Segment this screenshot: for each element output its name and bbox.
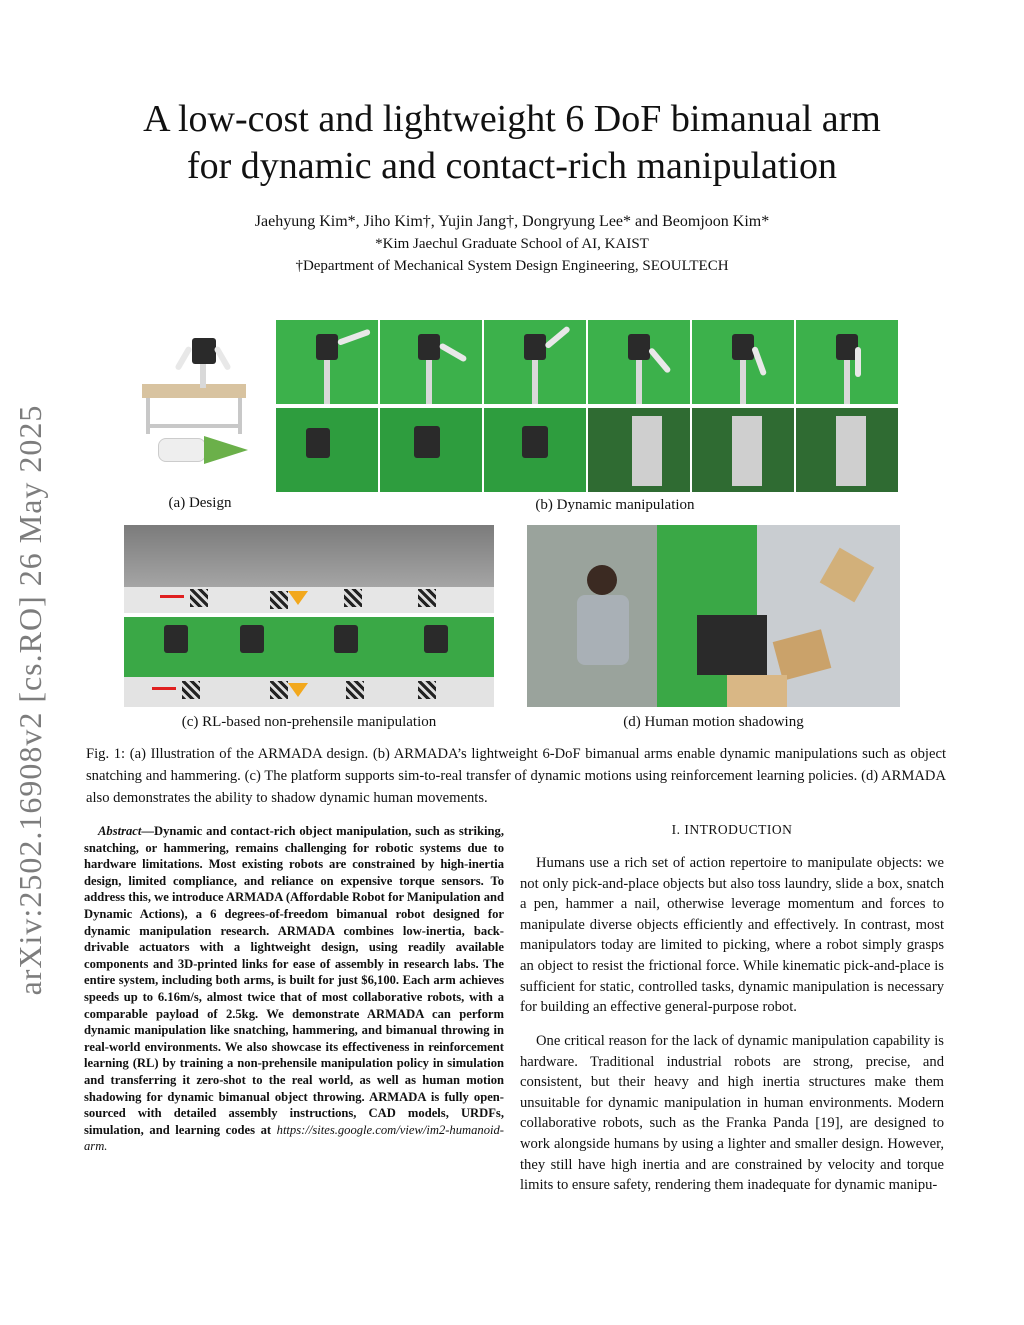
intro-paragraph-1: Humans use a rich set of action repertoire to manipulate objects: we not only pick-and-place objects but also toss laundry, slide a box, snatch a pen, hammer a nail, otherwise leverage momentum and forces to manipulate diverse objects efficiently and effectively. In contrast, most manipulators today are limited to picking, where a robot simply grasps an object to resist the frictional force. While kinematic pick-and-place is sufficient for static, controlled tasks, dynamic manipulation is necessary for building an effective general-purpose robot. — [520, 855, 944, 1016]
project-url-link[interactable]: https://sites.google.com/view/im2-humanoid-arm. — [84, 1122, 504, 1154]
figure-b-dynamic-manipulation-image — [276, 320, 898, 492]
figure-a-design-image — [130, 320, 270, 490]
arxiv-stamp: arXiv:2502.16908v2 [cs.RO] 26 May 2025 — [12, 404, 48, 996]
paper-title — [80, 96, 944, 190]
affiliation-kaist: *Kim Jaechul Graduate School of AI, KAIST — [375, 236, 649, 252]
affiliation-seoultech: †Department of Mechanical System Design Engineering, SEOULTECH — [295, 258, 729, 274]
title-line-2: for dynamic and contact-rich manipulation — [187, 145, 837, 187]
abstract-body: —Dynamic and contact-rich object manipulation, such as striking, snatching, or hammering, remains challenging for robotic systems due to hardware limitations. Most existing robots are constrained by high-inertia design, limited compliance, and reliance on expensive torque sensors. To address this, we introduce ARMADA (Affordable Robot for Manipulation and Dynamic Actions), a 6 degrees-of-freedom bimanual robot designed for dynamic manipulation research. ARMADA combines low-inertia, back-drivable actuators with a lightweight design, using readily available components and 3D-printed links for ease of assembly in research labs. The entire system, including both arms, is built for just $6,100. Each arm achieves speeds up to 6.16m/s, almost twice that of most collaborative robots, with a comparable payload of 2.5kg. We demonstrate ARMADA can perform dynamic manipulation like snatching, hammering, and bimanual throwing in real-world environments. We also showcase its effectiveness in reinforcement learning (RL) by training a non-prehensile manipulation policy in simulation and transferring it zero-shot to the real world, as well as human motion shadowing for dynamic bimanual object throwing. ARMADA is fully open-sourced with detailed assembly instructions, CAD models, URDFs, simulation, and learning codes at — [84, 824, 504, 1137]
figure-caption: Fig. 1: (a) Illustration of the ARMADA design. (b) ARMADA’s lightweight 6-DoF bimanual arms enable dynamic manipulations such as object snatching and hammering. (c) The platform supports sim-to-real transfer of dynamic motions using reinforcement learning policies. (d) ARMADA also demonstrates the ability to shadow dynamic human movements. — [86, 746, 946, 806]
caption-d: (d) Human motion shadowing — [623, 714, 804, 730]
figure-c-rl-manipulation-image — [124, 525, 494, 707]
caption-a: (a) Design — [168, 495, 232, 511]
caption-b: (b) Dynamic manipulation — [535, 497, 695, 513]
author-list: Jaehyung Kim*, Jiho Kim†, Yujin Jang†, Dongryung Lee* and Beomjoon Kim* — [254, 213, 770, 230]
abstract — [84, 823, 504, 1155]
caption-c: (c) RL-based non-prehensile manipulation — [181, 714, 437, 730]
title-line-1: A low-cost and lightweight 6 DoF bimanual arm — [143, 98, 881, 140]
abstract-lead: Abstract — [98, 824, 142, 838]
intro-paragraph-2: One critical reason for the lack of dynamic manipulation capability is hardware. Traditional industrial robots are strong, precise, and consistent, but their heavy and high inertia structures make them unsuitable for dynamic manipulation in human environments. Modern collaborative robots, such as the Franka Panda [19], are designed to work alongside humans by using a lighter and smaller design. However, they still have high inertia and are constrained by velocity and torque limits to ensure safety, rendering them inadequate for dynamic manipu- — [520, 1033, 944, 1194]
figure-d-human-shadowing-image — [527, 525, 900, 707]
section-heading-introduction: I. INTRODUCTION — [671, 822, 793, 837]
